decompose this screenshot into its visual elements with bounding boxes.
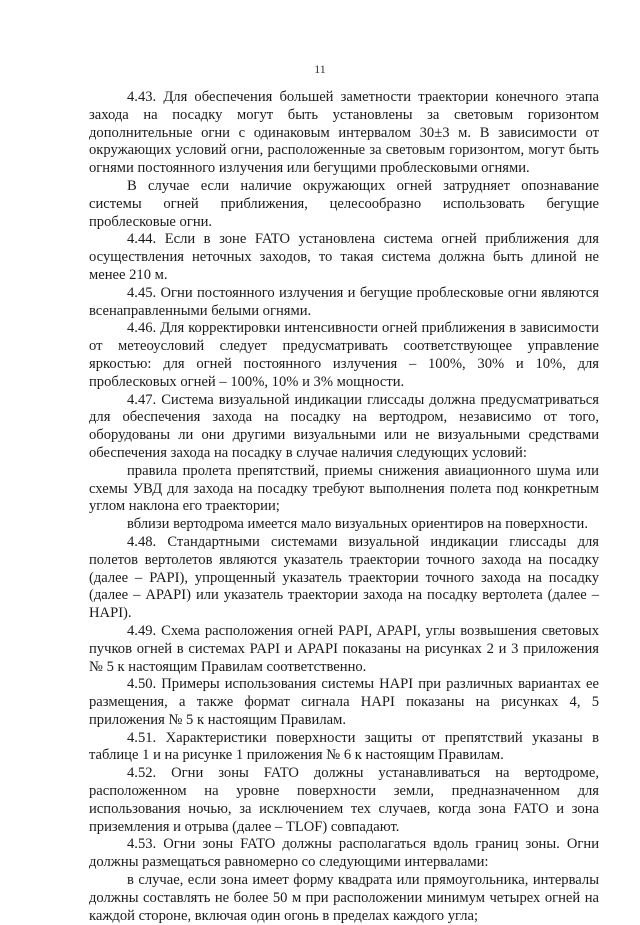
- paragraph-4-52: 4.52. Огни зоны FATO должны устанавливаться на вертодроме, расположенном на уровне поверхности земли, предназначенном для использования ночью, за исключением тех случаев, когда зона FATO и зона приземления и отрыва (далее – TLOF) совпадают.: [89, 765, 599, 835]
- paragraph-4-49: 4.49. Схема расположения огней PAPI, APAPI, углы возвышения световых пучков огней в системах PAPI и APAPI показаны на рисунках 2 и 3 приложения № 5 к настоящим Правилам соответственно.: [89, 622, 599, 675]
- paragraph-4-47: 4.47. Система визуальной индикации глиссады должна предусматриваться для обеспечения захода на посадку на вертодром, независимо от того, оборудованы ли они другими визуальными или не визуальными средствами обеспечения захода на посадку в случае наличия следующих условий:: [89, 391, 599, 461]
- paragraph-4-53: 4.53. Огни зоны FATO должны располагаться вдоль границ зоны. Огни должны размещаться равномерно со следующими интервалами:: [89, 836, 599, 871]
- page-number: 11: [314, 62, 326, 76]
- paragraph-4-44: 4.44. Если в зоне FATO установлена система огней приближения для осуществления неточных заходов, то такая система должна быть длиной не менее 210 м.: [89, 231, 599, 283]
- paragraph-4-47-condition-1: правила пролета препятствий, приемы снижения авиационного шума или схемы УВД для захода на посадку требуют выполнения полета под конкретным углом наклона его траектории;: [89, 462, 599, 515]
- paragraph-4-47-condition-2: вблизи вертодрома имеется мало визуальных ориентиров на поверхности.: [127, 516, 588, 533]
- document-body: [89, 89, 599, 925]
- paragraph-4-51: 4.51. Характеристики поверхности защиты от препятствий указаны в таблице 1 и на рисунке 1 приложения № 6 к настоящим Правилам.: [89, 729, 599, 764]
- paragraph-4-50: 4.50. Примеры использования системы HAPI при различных вариантах ее размещения, а также формат сигнала HAPI показаны на рисунках 4, 5 приложения № 5 к настоящим Правилам.: [89, 676, 599, 728]
- paragraph-4-46: 4.46. Для корректировки интенсивности огней приближения в зависимости от метеоусловий следует предусматривать соответствующее управление яркостью: для огней постоянного излучения – 100%, 30% и 10%, для проблесковых огней – 100%, 10% и 3% мощности.: [89, 320, 599, 390]
- paragraph-4-43: 4.43. Для обеспечения большей заметности траектории конечного этапа захода на посадку могут быть установлены за световым горизонтом дополнительные огни с одинаковым интервалом 30±3 м. В зависимости от окружающих условий огни, расположенные за световым горизонтом, могут быть огнями постоянного излучения или бегущими проблесковыми огнями.: [89, 89, 599, 177]
- paragraph-4-45: 4.45. Огни постоянного излучения и бегущие проблесковые огни являются всенаправленными белыми огнями.: [89, 284, 599, 319]
- paragraph-4-43-flashing: В случае если наличие окружающих огней затрудняет опознавание системы огней приближения, целесообразно использовать бегущие проблесковые огни.: [89, 177, 599, 230]
- paragraph-4-53-interval-1: в случае, если зона имеет форму квадрата или прямоугольника, интервалы должны составлять не более 50 м при расположении минимум четырех огней на каждой стороне, включая один огонь в пределах каждого угла;: [89, 872, 599, 924]
- paragraph-4-48: 4.48. Стандартными системами визуальной индикации глиссады для полетов вертолетов являются указатель траектории точного захода на посадку (далее – PAPI), упрощенный указатель траектории точного захода на посадку (далее – APAPI) или указатель траектории захода на посадку вертолета (далее – HAPI).: [89, 533, 599, 622]
